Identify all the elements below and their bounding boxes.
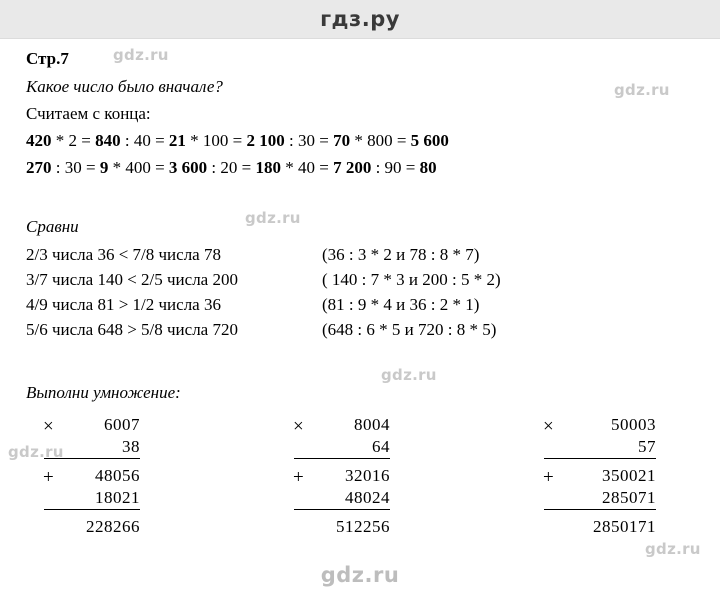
table-row bbox=[26, 245, 501, 270]
multiply-sign-icon: × bbox=[293, 416, 304, 437]
partial-product-row-1 bbox=[294, 462, 390, 486]
plus-sign-icon: + bbox=[43, 467, 54, 488]
multiplier-row bbox=[294, 435, 390, 459]
comparison-right: (81 : 9 * 4 и 36 : 2 * 1) bbox=[321, 295, 480, 314]
comparison-right: (36 : 3 * 2 и 78 : 8 * 7) bbox=[321, 245, 480, 264]
multiplicand: 8004 bbox=[354, 415, 390, 434]
comparison-right: (648 : 6 * 5 и 720 : 8 * 5) bbox=[321, 320, 497, 339]
partial-product-2: 285071 bbox=[544, 488, 656, 510]
footer-logo: gdz.ru bbox=[320, 563, 400, 587]
partial-product-2: 48024 bbox=[294, 488, 390, 510]
multiplier: 57 bbox=[544, 437, 656, 459]
partial-product-row-2 bbox=[294, 486, 390, 510]
result: 228266 bbox=[86, 517, 140, 536]
multiplicand: 6007 bbox=[104, 415, 140, 434]
result-row bbox=[44, 513, 140, 537]
plus-sign-icon: + bbox=[293, 467, 304, 488]
task1-subtitle: Считаем с конца: bbox=[26, 104, 151, 123]
watermark-0: gdz.ru bbox=[113, 46, 169, 64]
comparison-left: 3/7 числа 140 < 2/5 числа 200 bbox=[26, 270, 238, 289]
watermark-2: gdz.ru bbox=[245, 209, 301, 227]
result: 512256 bbox=[336, 517, 390, 536]
multiplier-row bbox=[544, 435, 656, 459]
table-row bbox=[26, 295, 501, 320]
long-multiplication-1 bbox=[44, 411, 140, 537]
comparison-left: 5/6 числа 648 > 5/8 числа 720 bbox=[26, 320, 238, 339]
partial-product-row-1 bbox=[544, 462, 656, 486]
multiplier: 38 bbox=[44, 437, 140, 459]
long-multiplication-2 bbox=[294, 411, 390, 537]
table-row bbox=[26, 270, 501, 295]
watermark-3: gdz.ru bbox=[381, 366, 437, 384]
watermark-4: gdz.ru bbox=[8, 443, 64, 461]
multiplier-row bbox=[44, 435, 140, 459]
task3-columns bbox=[26, 411, 694, 571]
site-header bbox=[0, 0, 720, 39]
comparison-right: ( 140 : 7 * 3 и 200 : 5 * 2) bbox=[321, 270, 501, 289]
partial-product-1: 32016 bbox=[345, 466, 390, 485]
multiply-sign-icon: × bbox=[543, 416, 554, 437]
partial-product-row-2 bbox=[44, 486, 140, 510]
task2-comparison-table bbox=[26, 245, 501, 345]
watermark-1: gdz.ru bbox=[614, 81, 670, 99]
result-row bbox=[294, 513, 390, 537]
multiplicand-row bbox=[544, 411, 656, 435]
partial-product-row-2 bbox=[544, 486, 656, 510]
partial-product-row-1 bbox=[44, 462, 140, 486]
multiplicand-row bbox=[294, 411, 390, 435]
task2-rows bbox=[26, 245, 501, 345]
task1-line-1: 420 * 2 = 840 : 40 = 21 * 100 = 2 100 : 30 = 70 * 800 = 5 600 bbox=[26, 131, 449, 150]
task1-title: Какое число было вначале? bbox=[26, 77, 223, 96]
task1-line-2: 270 : 30 = 9 * 400 = 3 600 : 20 = 180 * 40 = 7 200 : 90 = 80 bbox=[26, 158, 437, 177]
comparison-left: 4/9 числа 81 > 1/2 числа 36 bbox=[26, 295, 221, 314]
partial-product-1: 48056 bbox=[95, 466, 140, 485]
watermark-5: gdz.ru bbox=[645, 540, 701, 558]
multiplicand-row bbox=[44, 411, 140, 435]
long-multiplication-3 bbox=[544, 411, 656, 537]
task3-title: Выполни умножение: bbox=[26, 383, 181, 402]
multiply-sign-icon: × bbox=[43, 416, 54, 437]
task2-title: Сравни bbox=[26, 217, 79, 236]
multiplier: 64 bbox=[294, 437, 390, 459]
partial-product-2: 18021 bbox=[44, 488, 140, 510]
table-row bbox=[26, 320, 501, 345]
result-row bbox=[544, 513, 656, 537]
site-logo: гдз.ру bbox=[320, 7, 400, 31]
plus-sign-icon: + bbox=[543, 467, 554, 488]
comparison-left: 2/3 числа 36 < 7/8 числа 78 bbox=[26, 245, 221, 264]
multiplicand: 50003 bbox=[611, 415, 656, 434]
partial-product-1: 350021 bbox=[602, 466, 656, 485]
result: 2850171 bbox=[593, 517, 656, 536]
page-number: Стр.7 bbox=[26, 49, 69, 68]
